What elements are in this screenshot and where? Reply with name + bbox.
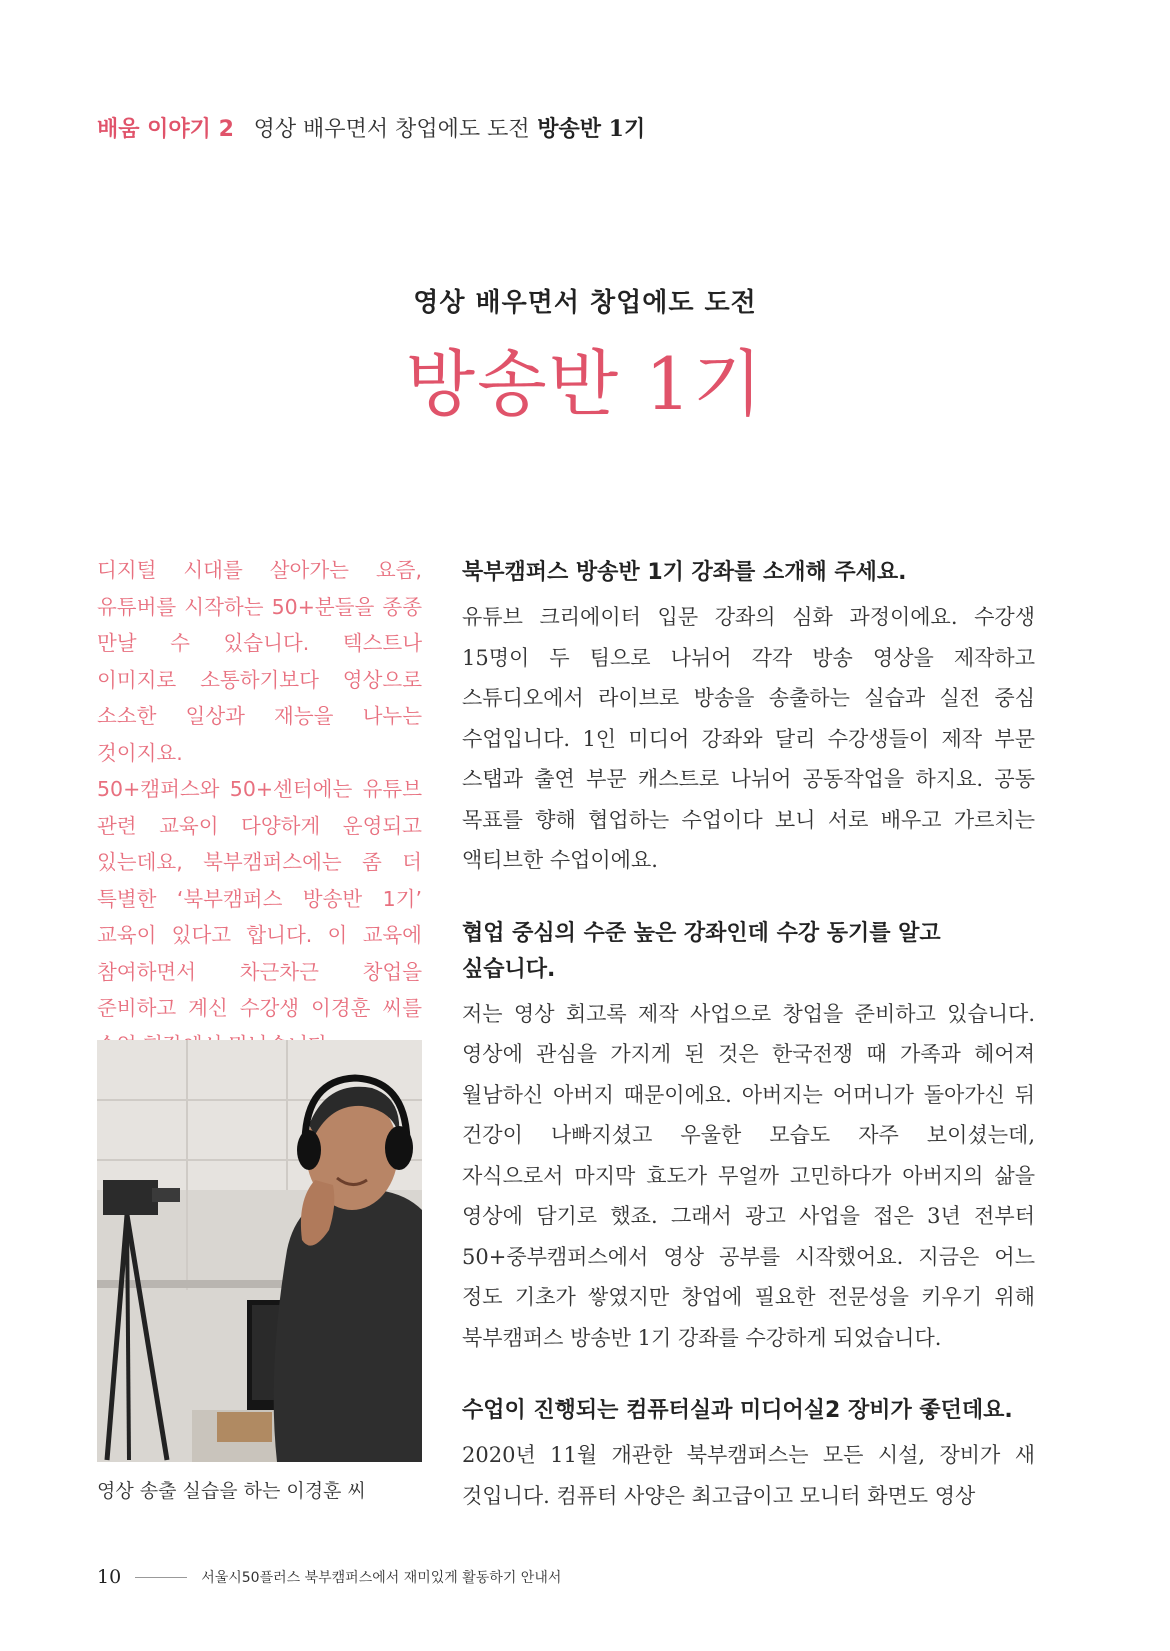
question: 북부캠퍼스 방송반 1기 강좌를 소개해 주세요.: [462, 560, 907, 585]
intro-text: [97, 552, 422, 1063]
answer: 유튜브 크리에이터 입문 강좌의 심화 과정이에요. 수강생 15명이 두 팀으로 나뉘어 각각 방송 영상을 제작하고 스튜디오에서 라이브로 방송을 송출하는 실습과 실전 중심 수업입니다. 1인 미디어 강좌와 달리 수강생들이 제작 부문 스탭과 출연 부문 캐스트로 나뉘어 공동작업을 하지요. 공동 목표를 향해 협업하는 수업이다 보니 서로 배우고 가르치는 액티브한 수업이에요.: [462, 605, 1035, 872]
footer-rule: [135, 1577, 187, 1578]
qa-block: [462, 1393, 1035, 1516]
interview-photo-illustration: [97, 1040, 422, 1462]
running-title: 서울시50플러스 북부캠퍼스에서 재미있게 활동하기 안내서: [201, 1570, 562, 1586]
intro-paragraph: 50+캠퍼스와 50+센터에는 유튜브 관련 교육이 다양하게 운영되고 있는데요, 북부캠퍼스에는 좀 더 특별한 ‘북부캠퍼스 방송반 1기’ 교육이 있다고 합니다. 이 교육에 참여하면서 차근차근 창업을 준비하고 계신 수강생 이경훈 씨를: [97, 777, 422, 1020]
article-subtitle: 영상 배우면서 창업에도 도전: [413, 288, 757, 318]
article-title: 방송반 1기: [405, 342, 765, 426]
section-header: [97, 112, 645, 143]
intro-paragraph: 디지털 시대를 살아가는 요즘, 유튜버를 시작하는 50+분들을 종종 만날 수 있습니다. 텍스트나 이미지로 소통하기보다 영상으로 소소한 일상과 재능을 나누는 것이지요.: [97, 558, 422, 765]
qa-block: [462, 916, 1035, 1359]
interview-photo: [97, 1040, 422, 1462]
question: 수업이 진행되는 컴퓨터실과 미디어실2 장비가 좋던데요.: [462, 1398, 1013, 1423]
header-topic-bold: 방송반 1기: [537, 116, 646, 142]
header-topic: 영상 배우면서 창업에도 도전: [253, 117, 530, 142]
qa-block: [462, 555, 1035, 881]
answer: 저는 영상 회고록 제작 사업으로 창업을 준비하고 있습니다. 영상에 관심을 가지게 된 것은 한국전쟁 때 가족과 헤어져 월남하신 아버지 때문이에요. 아버지는 어머니가 돌아가신 뒤 건강이 나빠지셨고 우울한 모습도 자주 보이셨는데, 자식으로서 마지막 효도가 무얼까 고민하다가 아버지의 삶을 영상에 담기로 했죠. 그래서 광고 사업을 접은 3년 전부터 50+중부캠퍼스에서 영상 공부를 시작했어요. 지금은 어느 정도 기초가 쌓였지만 창업에 필요한 전문성을 키우기 위해 북부캠퍼스 방송반 1기 강좌를 수강하게 되었습니다.: [462, 1001, 1035, 1350]
page-footer: [97, 1566, 561, 1588]
answer: 2020년 11월 개관한 북부캠퍼스는 모든 시설, 장비가 새 것입니다. 컴퓨터 사양은 최고급이고 모니터 화면도 영상: [462, 1443, 1035, 1508]
photo-caption: 영상 송출 실습을 하는 이경훈 씨: [97, 1480, 366, 1502]
series-label: 배움 이야기 2: [97, 117, 234, 142]
interview-body: [462, 555, 1035, 1551]
page-number: 10: [97, 1566, 122, 1588]
question: 협업 중심의 수준 높은 강좌인데 수강 동기를 알고 싶습니다.: [462, 920, 941, 982]
